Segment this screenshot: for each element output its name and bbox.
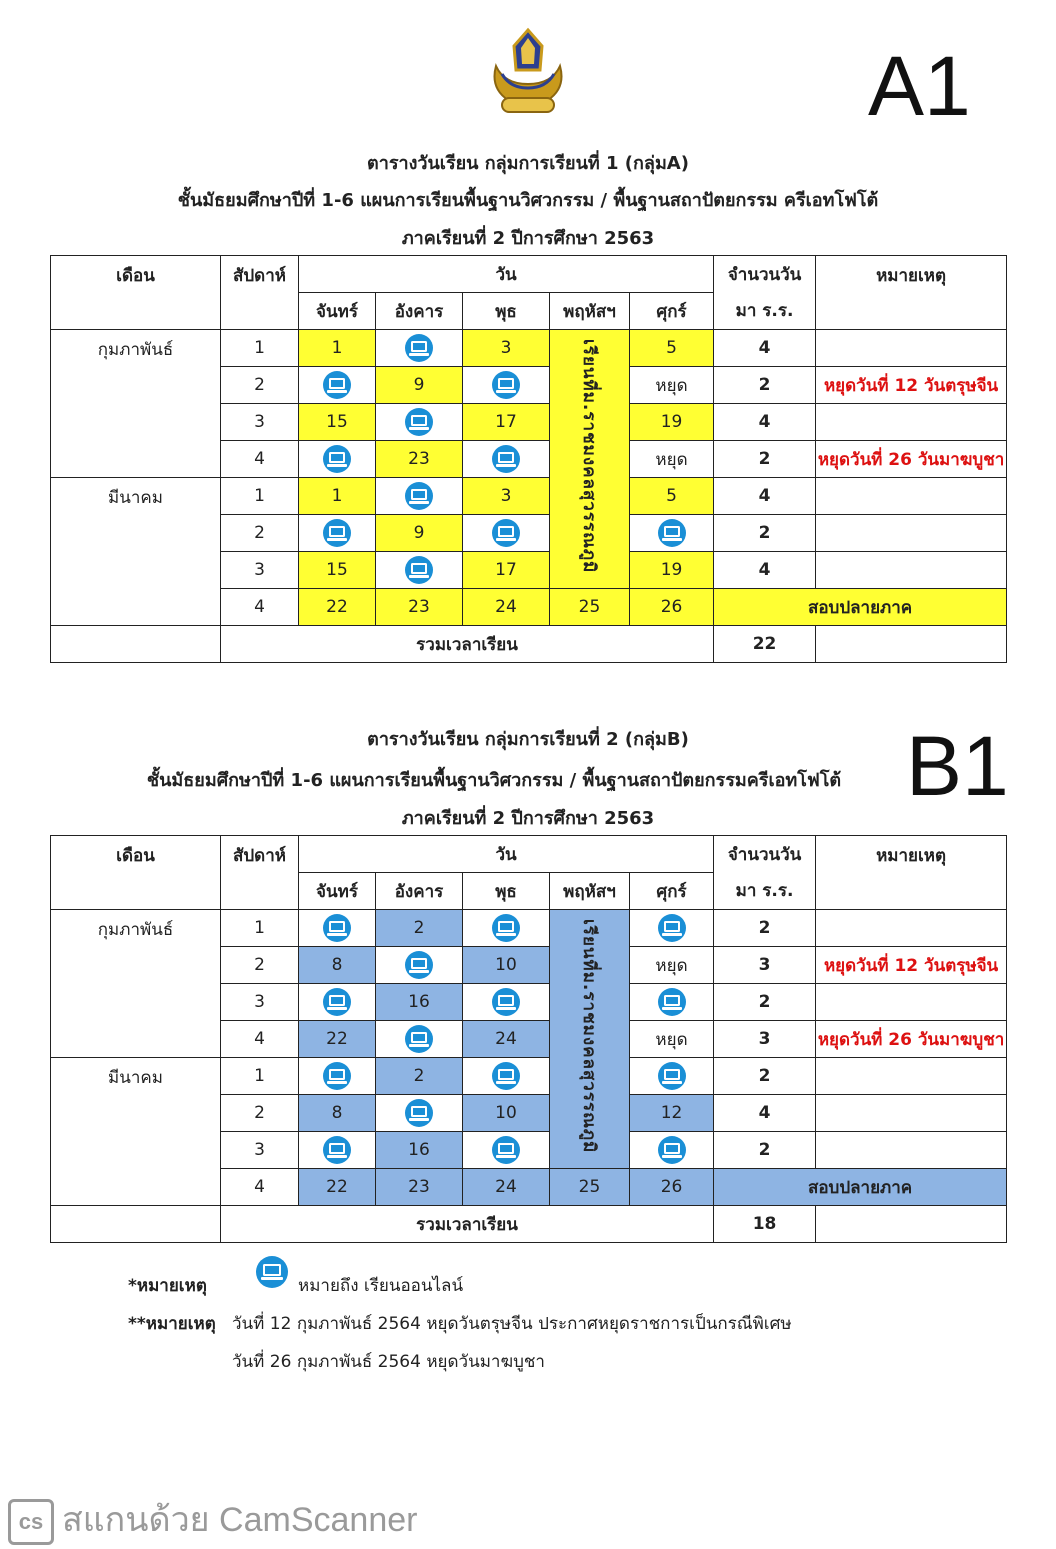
remark-cell <box>816 1058 1007 1095</box>
school-day-cell: 5 <box>630 478 714 515</box>
remark-cell: หยุดวันที่ 26 วันมาฆบูชา <box>816 441 1007 478</box>
computer-icon <box>491 1061 521 1091</box>
header-weekday: อังคาร <box>376 293 463 330</box>
computer-icon <box>491 518 521 548</box>
group-b-title: ตารางวันเรียน กลุ่มการเรียนที่ 2 (กลุ่มB) <box>367 729 689 750</box>
computer-icon <box>657 913 687 943</box>
total-label: รวมเวลาเรียน <box>221 626 714 663</box>
thursday-university-text: เรียนที่ม.ราชมงคลสุวรรณภูมิ <box>579 919 599 1154</box>
computer-icon <box>657 987 687 1017</box>
holiday-note-label <box>128 1310 216 1337</box>
online-day-cell <box>299 1058 376 1095</box>
online-day-cell <box>299 515 376 552</box>
count-cell: 2 <box>714 984 816 1021</box>
week-cell: 3 <box>221 1132 299 1169</box>
remark-cell: หยุดวันที่ 12 วันตรุษจีน <box>816 367 1007 404</box>
week-cell: 4 <box>221 1169 299 1206</box>
group-a-label: A1 <box>868 39 971 133</box>
week-cell: 2 <box>221 947 299 984</box>
online-day-cell <box>630 910 714 947</box>
computer-icon <box>404 333 434 363</box>
total-row <box>51 1206 1007 1243</box>
remark-cell: หยุดวันที่ 12 วันตรุษจีน <box>816 947 1007 984</box>
header-day: วัน <box>299 836 714 873</box>
count-cell: 2 <box>714 910 816 947</box>
school-day-cell: 10 <box>463 1095 550 1132</box>
exam-day-cell: 23 <box>376 1169 463 1206</box>
school-day-cell: 19 <box>630 404 714 441</box>
exam-day-cell: 23 <box>376 589 463 626</box>
month-cell: กุมภาพันธ์ <box>51 910 221 1058</box>
week-cell: 3 <box>221 552 299 589</box>
count-cell: 2 <box>714 367 816 404</box>
total-label: รวมเวลาเรียน <box>221 1206 714 1243</box>
holiday-note-line-1: วันที่ 12 กุมภาพันธ์ 2564 หยุดวันตรุษจีน ประกาศหยุดราชการเป็นกรณีพิเศษ <box>232 1314 792 1334</box>
computer-icon <box>322 987 352 1017</box>
total-value: 18 <box>714 1206 816 1243</box>
camscanner-text: สแกนด้วย CamScanner <box>62 1501 418 1539</box>
group-b-term: ภาคเรียนที่ 2 ปีการศึกษา 2563 <box>401 808 655 829</box>
header-remark: หมายเหตุ <box>816 256 1007 330</box>
camscanner-logo-icon: cs <box>8 1499 54 1545</box>
online-day-cell <box>376 552 463 589</box>
count-cell: 3 <box>714 1021 816 1058</box>
count-cell: 4 <box>714 478 816 515</box>
online-day-cell <box>376 404 463 441</box>
count-cell: 2 <box>714 515 816 552</box>
remark-cell: หยุดวันที่ 26 วันมาฆบูชา <box>816 1021 1007 1058</box>
count-cell: 2 <box>714 1058 816 1095</box>
remark-cell <box>816 404 1007 441</box>
school-day-cell: 12 <box>630 1095 714 1132</box>
header-month: เดือน <box>51 256 221 330</box>
count-cell: 4 <box>714 1095 816 1132</box>
computer-icon <box>322 1135 352 1165</box>
week-cell: 1 <box>221 910 299 947</box>
online-day-cell <box>630 515 714 552</box>
group-a-title: ตารางวันเรียน กลุ่มการเรียนที่ 1 (กลุ่มA) <box>367 153 689 174</box>
header-count-line-2: มา ร.ร. <box>714 873 816 910</box>
school-day-cell: 9 <box>376 515 463 552</box>
holiday-note-label-text: **หมายเหตุ <box>128 1314 216 1334</box>
online-day-cell <box>630 984 714 1021</box>
online-day-cell <box>299 1132 376 1169</box>
total-blank-cell <box>51 626 221 663</box>
online-day-cell <box>376 478 463 515</box>
table-row <box>51 1058 1007 1095</box>
remark-cell <box>816 478 1007 515</box>
week-cell: 3 <box>221 984 299 1021</box>
school-day-cell: 17 <box>463 552 550 589</box>
school-day-cell: 9 <box>376 367 463 404</box>
school-day-cell: 10 <box>463 947 550 984</box>
week-cell: 4 <box>221 589 299 626</box>
computer-icon <box>657 1061 687 1091</box>
thursday-university-cell <box>550 910 630 1169</box>
computer-icon <box>404 407 434 437</box>
month-cell: มีนาคม <box>51 478 221 626</box>
computer-icon <box>322 1061 352 1091</box>
online-day-cell <box>630 1132 714 1169</box>
count-cell: 2 <box>714 441 816 478</box>
computer-icon <box>657 518 687 548</box>
computer-icon <box>404 1098 434 1128</box>
exam-day-cell: 26 <box>630 1169 714 1206</box>
online-day-cell <box>463 441 550 478</box>
month-cell: มีนาคม <box>51 1058 221 1206</box>
online-day-cell <box>463 910 550 947</box>
month-cell: กุมภาพันธ์ <box>51 330 221 478</box>
week-cell: 2 <box>221 515 299 552</box>
computer-icon <box>322 370 352 400</box>
total-remark-cell <box>816 626 1007 663</box>
holiday-cell: หยุด <box>630 947 714 984</box>
exam-day-cell: 22 <box>299 1169 376 1206</box>
group-a-term: ภาคเรียนที่ 2 ปีการศึกษา 2563 <box>401 228 655 249</box>
header-weekday: พฤหัสฯ <box>550 873 630 910</box>
remark-cell <box>816 910 1007 947</box>
school-day-cell: 22 <box>299 1021 376 1058</box>
school-day-cell: 17 <box>463 404 550 441</box>
thursday-university-text: เรียนที่ม.ราชมงคลสุวรรณภูมิ <box>579 339 599 574</box>
school-day-cell: 5 <box>630 330 714 367</box>
computer-icon <box>491 987 521 1017</box>
school-day-cell: 19 <box>630 552 714 589</box>
school-day-cell: 2 <box>376 1058 463 1095</box>
school-day-cell: 8 <box>299 1095 376 1132</box>
school-day-cell: 2 <box>376 910 463 947</box>
school-day-cell: 16 <box>376 1132 463 1169</box>
week-cell: 1 <box>221 330 299 367</box>
school-day-cell: 16 <box>376 984 463 1021</box>
thursday-university-cell <box>550 330 630 589</box>
online-day-cell <box>376 330 463 367</box>
computer-icon <box>404 555 434 585</box>
group-a-subtitle: ชั้นมัธยมศึกษาปีที่ 1-6 แผนการเรียนพื้นฐานวิศวกรรม / พื้นฐานสถาปัตยกรรม ครีเอทโฟโต้ <box>177 190 879 211</box>
group-b-subtitle: ชั้นมัธยมศึกษาปีที่ 1-6 แผนการเรียนพื้นฐานวิศวกรรม / พื้นฐานสถาปัตยกรรมครีเอทโฟโต้ <box>146 770 842 791</box>
online-day-cell <box>463 367 550 404</box>
header-month: เดือน <box>51 836 221 910</box>
school-emblem-icon <box>486 26 570 118</box>
header-weekday: พุธ <box>463 293 550 330</box>
online-day-cell <box>463 515 550 552</box>
exam-day-cell: 26 <box>630 589 714 626</box>
header-week: สัปดาห์ <box>221 836 299 910</box>
exam-day-cell: 25 <box>550 1169 630 1206</box>
count-cell: 4 <box>714 330 816 367</box>
school-day-cell: 3 <box>463 478 550 515</box>
table-row <box>51 478 1007 515</box>
total-row <box>51 626 1007 663</box>
online-day-cell <box>299 441 376 478</box>
group-a-schedule-table <box>50 255 1007 663</box>
holiday-cell: หยุด <box>630 1021 714 1058</box>
remark-cell <box>816 515 1007 552</box>
school-day-cell: 1 <box>299 478 376 515</box>
computer-icon <box>491 1135 521 1165</box>
group-b-label: B1 <box>906 719 1009 813</box>
remark-cell <box>816 330 1007 367</box>
total-value: 22 <box>714 626 816 663</box>
remark-cell <box>816 1132 1007 1169</box>
remark-cell <box>816 984 1007 1021</box>
online-day-cell <box>299 984 376 1021</box>
total-blank-cell <box>51 1206 221 1243</box>
computer-icon <box>404 950 434 980</box>
online-day-cell <box>463 984 550 1021</box>
header-weekday: ศุกร์ <box>630 873 714 910</box>
week-cell: 4 <box>221 441 299 478</box>
online-day-cell <box>630 1058 714 1095</box>
week-cell: 2 <box>221 367 299 404</box>
computer-icon <box>491 913 521 943</box>
header-weekday: พฤหัสฯ <box>550 293 630 330</box>
exam-day-cell: 24 <box>463 589 550 626</box>
holiday-cell: หยุด <box>630 367 714 404</box>
count-cell: 2 <box>714 1132 816 1169</box>
header-weekday: อังคาร <box>376 873 463 910</box>
online-day-cell <box>299 367 376 404</box>
computer-icon <box>254 1256 290 1290</box>
count-cell: 4 <box>714 552 816 589</box>
holiday-note-line-2: วันที่ 26 กุมภาพันธ์ 2564 หยุดวันมาฆบูชา <box>232 1352 545 1372</box>
online-day-cell <box>376 1021 463 1058</box>
school-day-cell: 1 <box>299 330 376 367</box>
total-remark-cell <box>816 1206 1007 1243</box>
table-row <box>51 330 1007 367</box>
week-cell: 4 <box>221 1021 299 1058</box>
computer-icon <box>657 1135 687 1165</box>
header-weekday: จันทร์ <box>299 293 376 330</box>
remark-cell <box>816 1095 1007 1132</box>
table-row <box>51 910 1007 947</box>
school-day-cell: 15 <box>299 552 376 589</box>
online-day-cell <box>376 947 463 984</box>
final-exam-cell: สอบปลายภาค <box>714 1169 1007 1206</box>
header-weekday: ศุกร์ <box>630 293 714 330</box>
header-count-line-1: จำนวนวัน <box>714 256 816 293</box>
school-day-cell: 3 <box>463 330 550 367</box>
computer-icon <box>322 444 352 474</box>
online-note-text: หมายถึง เรียนออนไลน์ <box>298 1276 464 1296</box>
remark-cell <box>816 552 1007 589</box>
header-weekday: จันทร์ <box>299 873 376 910</box>
week-cell: 1 <box>221 478 299 515</box>
count-cell: 3 <box>714 947 816 984</box>
online-note <box>128 1272 207 1299</box>
header-week: สัปดาห์ <box>221 256 299 330</box>
header-count-line-1: จำนวนวัน <box>714 836 816 873</box>
computer-icon <box>491 370 521 400</box>
exam-day-cell: 22 <box>299 589 376 626</box>
online-day-cell <box>299 910 376 947</box>
group-b-schedule-table <box>50 835 1007 1243</box>
online-day-cell <box>463 1058 550 1095</box>
school-day-cell: 24 <box>463 1021 550 1058</box>
school-day-cell: 15 <box>299 404 376 441</box>
computer-icon <box>404 481 434 511</box>
computer-icon <box>322 913 352 943</box>
header-weekday: พุธ <box>463 873 550 910</box>
header-count-line-2: มา ร.ร. <box>714 293 816 330</box>
final-exam-cell: สอบปลายภาค <box>714 589 1007 626</box>
school-day-cell: 23 <box>376 441 463 478</box>
computer-icon <box>322 518 352 548</box>
header-remark: หมายเหตุ <box>816 836 1007 910</box>
school-day-cell: 8 <box>299 947 376 984</box>
exam-day-cell: 25 <box>550 589 630 626</box>
holiday-cell: หยุด <box>630 441 714 478</box>
week-cell: 2 <box>221 1095 299 1132</box>
week-cell: 3 <box>221 404 299 441</box>
online-day-cell <box>376 1095 463 1132</box>
header-day: วัน <box>299 256 714 293</box>
count-cell: 4 <box>714 404 816 441</box>
week-cell: 1 <box>221 1058 299 1095</box>
online-day-cell <box>463 1132 550 1169</box>
camscanner-watermark <box>8 1492 417 1546</box>
exam-day-cell: 24 <box>463 1169 550 1206</box>
online-note-label: *หมายเหตุ <box>128 1276 207 1296</box>
computer-icon <box>404 1024 434 1054</box>
computer-icon <box>491 444 521 474</box>
